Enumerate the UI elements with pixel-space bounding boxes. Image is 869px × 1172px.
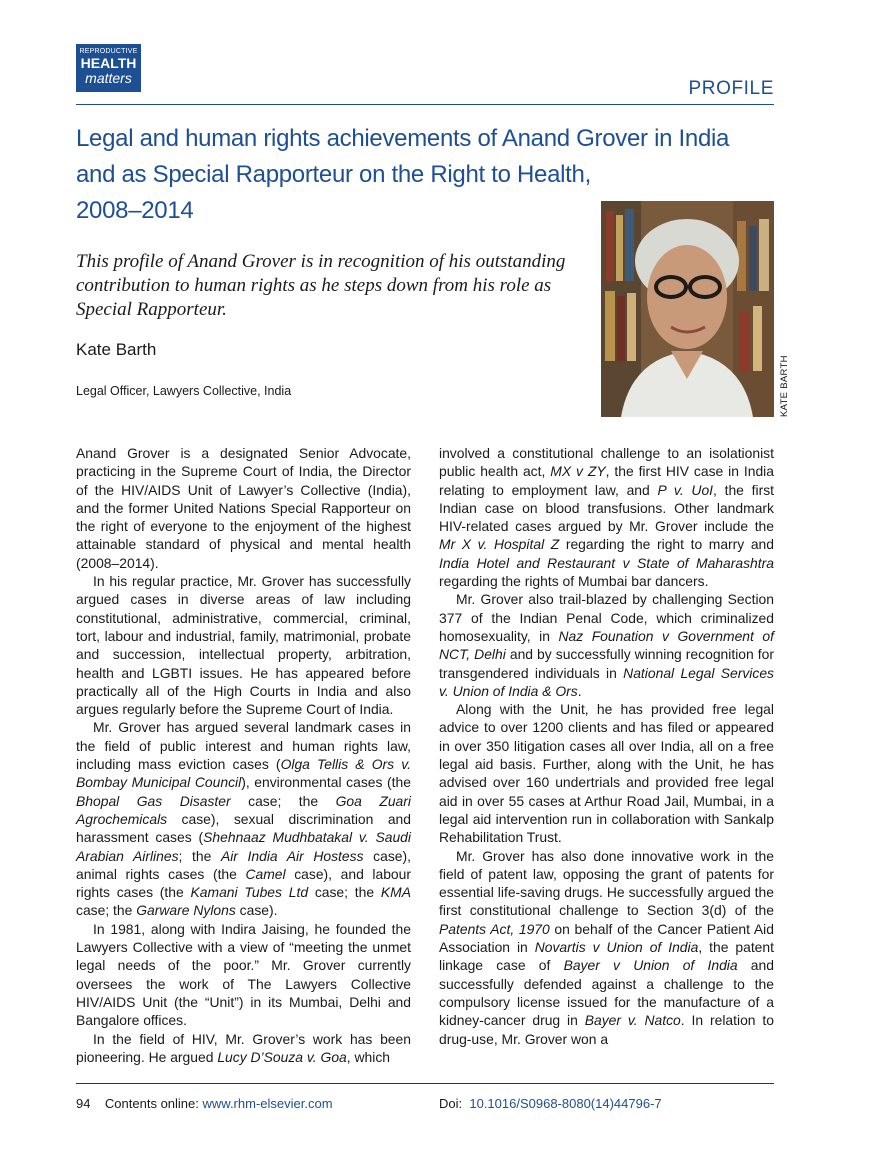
body-text: , the patent linkage case of (439, 939, 774, 974)
body-text: on behalf of the Cancer Patient Aid Association in (439, 920, 774, 956)
contents-label: Contents online: (104, 1096, 199, 1111)
case-name: P v. UoI (657, 481, 714, 498)
contents-link[interactable]: www.rhm-elsevier.com (202, 1096, 333, 1111)
body-text: In the field of HIV, Mr. Grover’s work has been pioneering. He argued (76, 1030, 411, 1065)
body-text: Along with the Unit, he has provided free legal advice to over 1200 clients and has filed or appeared in over 350 litigation cases all over India, all on a free legal aid basis. Further, along with the Unit, he has advised over 160 undertrials and provided free legal aid in over 55 cases at Arthur Road Jail, Mumbai, in a legal aid intervention run in collaboration with Sankalp Rehabilitation Trust. (439, 701, 774, 846)
case-name: Kamani Tubes Ltd (190, 884, 309, 901)
title-line: 2008–2014 (76, 197, 194, 224)
case-name: Patents Act, 1970 (439, 920, 550, 937)
body-column-right (439, 444, 774, 1048)
footer-left (76, 1096, 333, 1111)
case-name: Garware Nylons (136, 902, 236, 919)
case-name: Bhopal Gas Disaster (76, 792, 231, 809)
body-paragraph (76, 718, 411, 919)
body-text: involved a constitutional challenge to an isolationist public health act, (439, 445, 774, 480)
header-rule (76, 104, 774, 105)
body-paragraph (439, 590, 774, 700)
photo-credit-text: KATE BARTH (779, 355, 790, 417)
body-text: case; the (230, 792, 336, 809)
case-name: KMA (380, 884, 411, 901)
body-text: In his regular practice, Mr. Grover has successfully argued cases in diverse areas of law including constitutional, administrative, commercial, criminal, tort, labour and industrial, family, matrimonial, probate and succession, intellectual property, arbitration, health and LGBTI issues. He has appeared before practically all of the High Courts in India and also argues regularly before the Supreme Court of India. (76, 573, 411, 718)
body-text: Mr. Grover has argued several landmark cases in the field of public interest and human rights law, including mass eviction cases ( (76, 719, 411, 773)
body-paragraph (76, 1030, 411, 1067)
page-number: 94 (76, 1096, 91, 1111)
case-name: Bayer v. Natco (584, 1012, 681, 1029)
author-name: Kate Barth (76, 340, 157, 359)
body-text: Mr. Grover has also done innovative work in the field of patent law, opposing the grant of patents for essential life-saving drugs. He successfully argued the first constitutional challenge to Section 3(d) of the (439, 847, 774, 919)
body-text: case), sexual discrimination and harassment cases ( (76, 810, 411, 846)
case-name: Camel (245, 865, 286, 882)
logo-line-1: REPRODUCTIVE (79, 48, 138, 55)
body-text: ; the (178, 847, 221, 864)
body-text: and successfully defended against a challenge to the compulsory license issued for the manufacture of a kidney-cancer drug in (439, 957, 774, 1029)
body-text: ), environmental cases (the (241, 774, 411, 791)
footer-rule (76, 1083, 774, 1084)
author-portrait-photo (601, 201, 774, 417)
body-paragraph (76, 444, 411, 572)
body-text: and by successfully winning recognition for transgendered individuals in (439, 646, 774, 681)
doi-label: Doi: (439, 1096, 463, 1111)
photo-credit (779, 357, 793, 417)
title-line: and as Special Rapporteur on the Right to Health, (76, 161, 591, 188)
author-affiliation: Legal Officer, Lawyers Collective, India (76, 384, 292, 398)
body-text: , which (346, 1048, 391, 1065)
body-paragraph (76, 572, 411, 718)
case-name: MX v ZY (550, 463, 606, 480)
body-text: case; the (76, 902, 137, 919)
body-text: case), animal rights cases (the (76, 847, 411, 882)
body-text: regarding the rights of Mumbai bar dancers. (439, 573, 709, 590)
logo-line-3: matters (85, 70, 132, 86)
footer-right (439, 1096, 662, 1111)
abstract: This profile of Anand Grover is in recognition of his outstanding contribution to human rights as he steps down from his role as Special Rapporteur. (76, 251, 566, 320)
body-paragraph (76, 920, 411, 1030)
body-paragraph (439, 847, 774, 1048)
case-name: Shehnaaz Mudhbatakal v. Saudi Arabian Airlines (76, 829, 411, 864)
body-column-left (76, 444, 411, 1066)
body-paragraph (439, 700, 774, 846)
case-name: Novartis v Union of India (534, 939, 699, 956)
body-text: Mr. Grover also trail-blazed by challenging Section 377 of the Indian Penal Code, which criminalized homosexuality, in (439, 591, 774, 644)
case-name: Air India Air Hostess (220, 847, 364, 864)
logo-line-2: HEALTH (80, 55, 137, 71)
body-text: case; the (308, 884, 381, 901)
journal-logo (76, 44, 141, 92)
body-text: . (577, 682, 582, 699)
body-text: case), and labour rights cases (the (76, 865, 411, 901)
body-text: regarding the right to marry and (559, 536, 774, 553)
body-text: , the first HIV case in India relating to employment law, and (439, 463, 774, 498)
case-name: Goa Zuari Agrochemicals (76, 792, 411, 827)
case-name: India Hotel and Restaurant v State of Maharashtra (439, 554, 774, 571)
case-name: National Legal Services v. Union of India & Ors (439, 664, 774, 699)
body-text: case). (235, 902, 278, 919)
body-text: , the first Indian case on blood transfusions. Other landmark HIV-related cases argued by Mr. Grover include the (439, 481, 774, 535)
doi-link[interactable]: 10.1016/S0968-8080(14)44796-7 (469, 1096, 662, 1111)
case-name: Lucy D’Souza v. Goa (217, 1048, 347, 1065)
section-label: PROFILE (688, 78, 774, 99)
body-text: . In relation to drug-use, Mr. Grover won a (439, 1012, 774, 1047)
body-text: Anand Grover is a designated Senior Advocate, practicing in the Supreme Court of India, the Director of the HIV/AIDS Unit of Lawyer’s Collective (India), and the former United Nations Special Rapporteur on the right of everyone to the enjoyment of the highest attainable standard of physical and mental health (2008–2014). (76, 445, 411, 571)
case-name: Naz Founation v Government of NCT, Delhi (439, 627, 774, 663)
body-paragraph (439, 444, 774, 590)
body-text: In 1981, along with Indira Jaising, he founded the Lawyers Collective with a view of “meeting the unmet legal needs of the poor.” Mr. Grover currently oversees the work of The Lawyers Collective HIV/AIDS Unit (the “Unit”) in its Mumbai, Delhi and Bangalore offices. (76, 920, 411, 1029)
case-name: Bayer v Union of India (563, 957, 738, 974)
case-name: Olga Tellis & Ors v. Bombay Municipal Council (76, 756, 411, 791)
case-name: Mr X v. Hospital Z (439, 536, 560, 553)
title-line: Legal and human rights achievements of Anand Grover in India (76, 125, 730, 152)
